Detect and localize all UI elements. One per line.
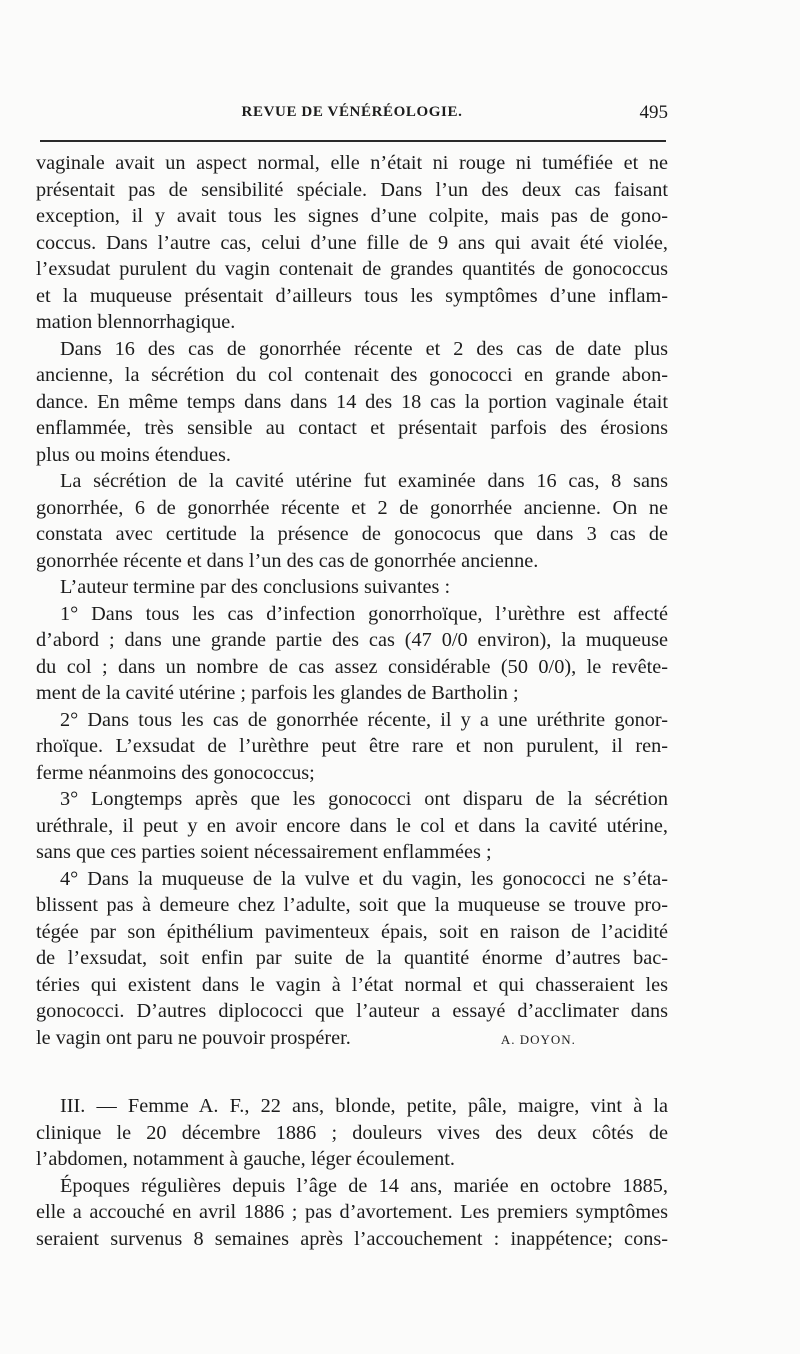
text-line: présentait pas de sensibilité spéciale. Dans l’un des deux cas faisant [36, 178, 668, 201]
section-gap [36, 1051, 668, 1093]
text-line: l’abdomen, notamment à gauche, léger écoulement. [36, 1148, 455, 1170]
text-line: gonococci. D’autres diplococci que l’auteur a essayé d’acclimater dans [36, 1000, 668, 1022]
text-line: de l’exsudat, soit enfin par suite de la quantité énorme d’autres bac- [36, 947, 668, 969]
text-line: 3° Longtemps après que les gonococci ont disparu de la sécrétion [60, 788, 668, 810]
text-line: clinique le 20 décembre 1886 ; douleurs vives des deux côtés de [36, 1121, 668, 1144]
text-line: tégée par son épithélium pavimenteux épais, soit en raison de l’acidité [36, 920, 668, 943]
text-line: elle a accouché en avril 1886 ; pas d’avortement. Les premiers symptômes [36, 1201, 668, 1223]
text-line: seraient survenus 8 semaines après l’accouchement : inappétence; cons- [36, 1227, 668, 1250]
text-line: Époques régulières depuis l’âge de 14 ans, mariée en octobre 1885, [60, 1174, 668, 1197]
running-title: REVUE DE VÉNÉRÉOLOGIE. [241, 104, 463, 120]
running-head [36, 102, 668, 132]
text-line: et la muqueuse présentait d’ailleurs tous les symptômes d’une inflam- [36, 284, 668, 307]
text-line: exception, il y avait tous les signes d’une colpite, mais pas de gono- [36, 205, 668, 227]
text-line: La sécrétion de la cavité utérine fut examinée dans 16 cas, 8 sans [60, 470, 668, 492]
text-line: III. — Femme A. F., 22 ans, blonde, petite, pâle, maigre, vint à la [60, 1095, 668, 1117]
text-line: Dans 16 des cas de gonorrhée récente et 2 des cas de date plus [60, 337, 668, 360]
text-line: ment de la cavité utérine ; parfois les glandes de Bartholin ; [36, 682, 519, 704]
text-line: dance. En même temps dans dans 14 des 18 cas la portion vaginale était [36, 390, 668, 413]
text-line: rhoïque. L’exsudat de l’urèthre peut être rare et non purulent, il ren- [36, 735, 668, 757]
text-line: gonorrhée, 6 de gonorrhée récente et 2 de gonorrhée ancienne. On ne [36, 496, 668, 519]
text-line: uréthrale, il peut y en avoir encore dans le col et dans la cavité utérine, [36, 814, 668, 837]
text-line: gonorrhée récente et dans l’un des cas de gonorrhée ancienne. [36, 549, 539, 572]
text-line: ferme néanmoins des gonococcus; [36, 761, 315, 784]
text-line: 4° Dans la muqueuse de la vulve et du vagin, les gonococci ne s’éta- [60, 867, 668, 890]
text-line: d’abord ; dans une grande partie des cas (47 0/0 environ), la muqueuse [36, 629, 668, 651]
text-line: vaginale avait un aspect normal, elle n’était ni rouge ni tuméfiée et ne [36, 152, 668, 174]
text-line: mation blennorrhagique. [36, 311, 236, 333]
text-line: constata avec certitude la présence de gonococus que dans 3 cas de [36, 523, 668, 545]
paragraph [36, 601, 668, 707]
paragraph [36, 866, 668, 1052]
paragraph [36, 336, 668, 469]
paragraph [36, 574, 668, 601]
body-text [36, 150, 668, 1252]
paragraph [36, 150, 668, 336]
page-number: 495 [639, 102, 668, 123]
text-line: ancienne, la sécrétion du col contenait des gonococci en grande abon- [36, 364, 668, 386]
text-line: enflammée, très sensible au contact et présentait parfois des érosions [36, 417, 668, 439]
text-line: 1° Dans tous les cas d’infection gonorrhoïque, l’urèthre est affecté [60, 602, 668, 625]
paragraph [36, 1093, 668, 1173]
text-line: 2° Dans tous les cas de gonorrhée récente, il y a une uréthrite gonor- [60, 708, 668, 731]
text-line: coccus. Dans l’autre cas, celui d’une fille de 9 ans qui avait été violée, [36, 231, 668, 254]
paragraph [36, 707, 668, 787]
header-rule [40, 140, 666, 142]
paragraph [36, 468, 668, 574]
paragraph [36, 786, 668, 866]
text-line-with-signature [36, 1025, 668, 1052]
text-line: du col ; dans un nombre de cas assez considérable (50 0/0), le revête- [36, 655, 668, 678]
author-signature: A. DOYON. [500, 1031, 576, 1047]
text-line: blissent pas à demeure chez l’adulte, soit que la muqueuse se trouve pro- [36, 894, 668, 916]
text-line: L’auteur termine par des conclusions suivantes : [60, 576, 451, 598]
text-line: le vagin ont paru ne pouvoir prospérer. [36, 1026, 351, 1049]
paragraph [36, 1173, 668, 1253]
text-line: l’exsudat purulent du vagin contenait de grandes quantités de gonococcus [36, 258, 668, 280]
text-line: plus ou moins étendues. [36, 443, 231, 466]
text-line: téries qui existent dans le vagin à l’état normal et qui chasseraient les [36, 973, 668, 996]
text-line: sans que ces parties soient nécessairement enflammées ; [36, 841, 492, 863]
